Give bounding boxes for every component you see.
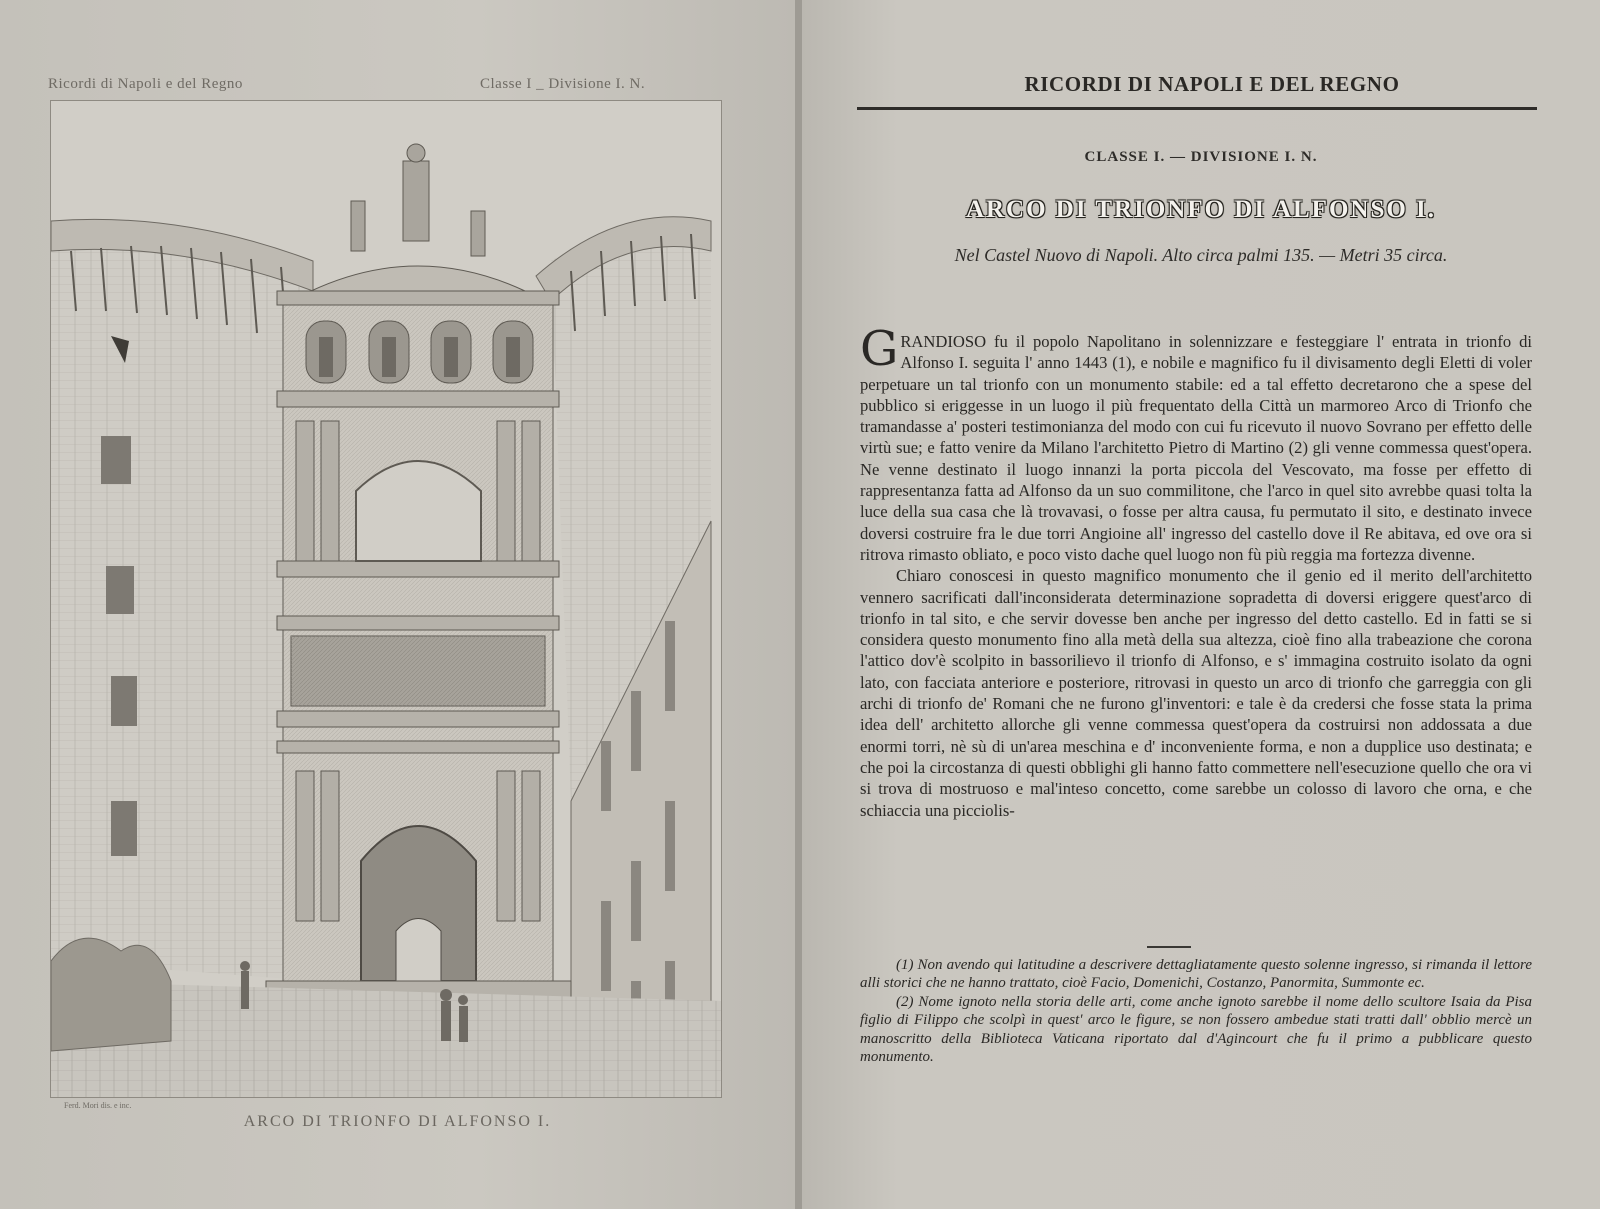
article-subtitle: Nel Castel Nuovo di Napoli. Alto circa palmi 135. — Metri 35 circa. xyxy=(954,245,1448,265)
paragraph-1 xyxy=(860,321,1532,565)
paragraph-1-text: RANDIOSO fu il popolo Napolitano in solennizzare e festeggiare l' entrata in trionfo di Alfonso I. seguita l' anno 1443 (1), e nobile e magnifico fu il divisamento degli Eletti di voler perpetuare un tal trionfo con un monumento stabile: ed a tal effetto decretarono che a spese del pubblico si eriggesse in un luogo il più frequentato della Città un marmoreo Arco di Trionfo che tramandasse a' posteri testimonianza del modo con cui fu ricevuto il nuovo Sovrano per effetto delle virtù sue; e fatto venire da Milano l'architetto Pietro di Martino (2) gli venne commessa quest'opera. Ne venne destinato il luogo innanzi la porta piccola del Vescovato, ma fosse per effetto di rappresentanza fatta ad Alfonso da un suo commilitone, che l'arco in quel sito avrebbe quasi tolta la luce della sua casa che là trovavasi, o fosse per altra causa, fu permutato il sito, e destinato invece doversi costruire fra le due torri Angioine all' ingresso del castello dove il Re abitava, ed ove ora si ritrova rimasto obliato, e poco visto dache quel luogo non fù più reggia ma fortezza divenne. xyxy=(860,332,1532,564)
footnote-2: (2) Nome ignoto nella storia delle arti, come anche ignoto sarebbe il nome dello scultore Isaia da Pisa figlio di Filippo che scolpì in quest' arco le figure, se non fossero ambedue stati tratti dall' obblio mercè un manoscritto della Biblioteca Vaticana riportato dal d'Agincourt che fu il primo a pubblicare questo monumento. xyxy=(860,993,1532,1066)
plate-header-left: Ricordi di Napoli e del Regno xyxy=(48,76,243,92)
running-head: RICORDI DI NAPOLI E DEL REGNO xyxy=(1024,72,1400,96)
article-title: ARCO DI TRIONFO DI ALFONSO I. xyxy=(965,196,1437,223)
engraver-credit: Ferd. Mori dis. e inc. xyxy=(64,1101,132,1110)
engraving-arch-of-triumph xyxy=(50,100,722,1098)
plate-caption: ARCO DI TRIONFO DI ALFONSO I. xyxy=(243,1113,552,1130)
footnotes xyxy=(860,956,1532,1066)
book-gutter xyxy=(795,0,802,1209)
right-page-text xyxy=(802,0,1600,1209)
footnote-rule xyxy=(1147,946,1191,948)
plate-header-right: Classe I _ Divisione I. N. xyxy=(480,76,646,92)
article-body xyxy=(860,321,1532,821)
footnote-1: (1) Non avendo qui latitudine a descrivere dettagliatamente questo solenne ingresso, si rimanda il lettore alli storici che ne hanno trattato, cioè Facio, Domenichi, Costanzo, Panormita, Summonte ec. xyxy=(860,957,1532,992)
left-page-plate xyxy=(0,0,795,1209)
classe-division: CLASSE I. — DIVISIONE I. N. xyxy=(1084,149,1318,165)
paragraph-2: Chiaro conoscesi in questo magnifico monumento che il genio ed il merito dell'architetto vennero sacrificati dall'inconsiderata determinazione sopradetta di doversi eriggere quest'arco di trionfo in tal sito, e che servir dovesse ben anche per ingresso del detto castello. Ed in fatti se si considera questo monumento fino alla metà della sua altezza, cioè fino alla trabeazione che corona l'attico dov'è scolpito in bassorilievo il trionfo di Alfonso, e s' immagina costruito isolato da ogni lato, con facciata anteriore e posteriore, ritrovasi in questo un arco di trionfo che garreggia con gli archi di trionfo de' Romani che ne furono gl'inventori: e tale è da credersi che fosse stata la prima idea dell' architetto allorche gli venne commessa quest'opera da costruirsi non addossata a due enormi torri, nè sù di un'area meschina e d' inconveniente forma, e non a dupplice uso destinata; e che poi la circostanza di questi obblighi gli hanno fatto commettere nell'esecuzione quello che ora vi si trova di mostruoso e mal'inteso concetto, come sarebbe un colosso di lavoro che orna, e che schiaccia una picciolis- xyxy=(860,566,1532,820)
header-rule xyxy=(857,107,1537,110)
drop-cap: G xyxy=(860,321,899,377)
